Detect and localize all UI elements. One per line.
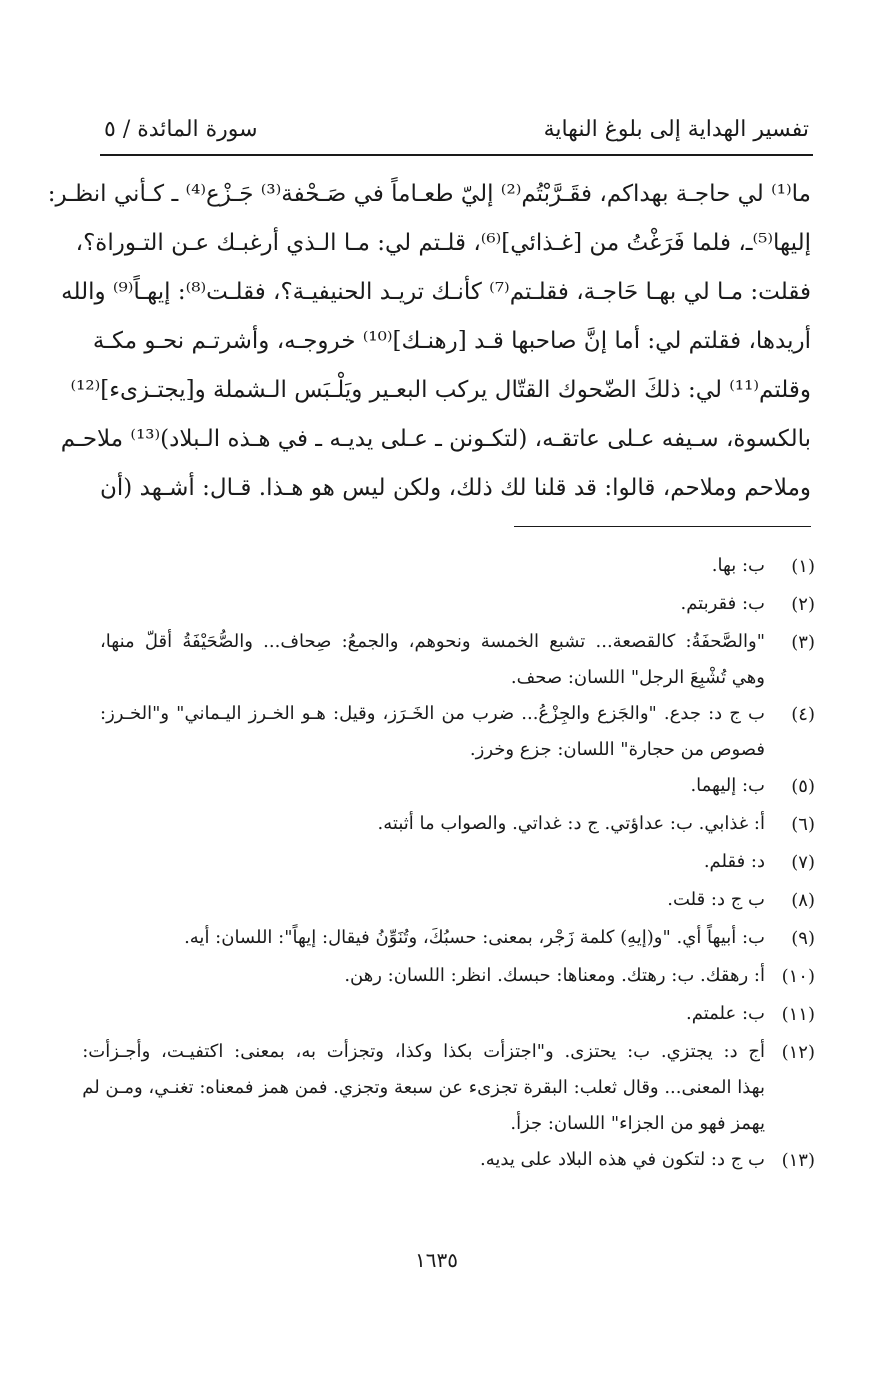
body-line: وقلتم⁽¹¹⁾ لي: ذلكَ الضّحوك القتّال يركب البعـير ويَلْـبَس الـشملة و[يجتـزىء]⁽¹²⁾: [70, 377, 811, 403]
footnote-number: (٨): [791, 890, 815, 911]
footnote-line: بهذا المعنى... وقال ثعلب: البقرة تجزىء عن سبعة وتجزي. فمن همز فمعناه: تغنـي، ومـن لم: [82, 1077, 765, 1098]
footnote-text: [100, 806, 765, 842]
footnote-text: [100, 996, 765, 1032]
footnote-text: [100, 548, 765, 584]
footnote: [100, 624, 815, 696]
footnote-number: (٦): [791, 814, 815, 835]
book-title: تفسير الهداية إلى بلوغ النهاية: [543, 116, 809, 142]
page-number: ١٦٣٥: [415, 1248, 458, 1272]
footnote-line: أ: غذابي. ب: عداؤتي. ج د: غداتي. والصواب ما أثبته.: [377, 813, 765, 834]
footnote: [100, 844, 815, 882]
footnote-number: (٧): [791, 852, 815, 873]
footnote-line: أج د: يجتزي. ب: يحتزى. و"اجتزأت بكذا وكذا، وتجزأت به، بمعنى: اكتفيـت، وأجـزأت:: [82, 1041, 765, 1062]
footnote-text: [100, 1142, 765, 1178]
footnote-text: [100, 844, 765, 880]
running-header: [104, 108, 809, 150]
footnote-text: [100, 586, 765, 622]
body-line: وملاحم وملاحم، قالوا: قد قلنا لك ذلك، ولكن ليس هو هـذا. قـال: أشـهد (أن: [100, 475, 811, 501]
footnote-text: [100, 696, 765, 768]
footnote: [100, 958, 815, 996]
footnote-text: [100, 882, 765, 918]
footnote: [100, 806, 815, 844]
body-line: أريدها، فقلتم لي: أما إنَّ صاحبها قـد [رهنـك]⁽¹⁰⁾ خروجـه، وأشرتـم نحـو مكـة: [92, 328, 811, 354]
footnote-line: ب ج د: قلت.: [667, 889, 765, 910]
footnote-separator: [514, 526, 811, 527]
footnote-number: (١): [791, 556, 815, 577]
footnote: [82, 1034, 815, 1142]
body-line: إليها⁽⁵⁾ـ، فلما فَرَغْتُ من [غـذائي]⁽⁶⁾، قلـتم لي: مـا الـذي أرغبـك عـن التـوراة؟،: [75, 230, 811, 256]
footnote-number: (١٣): [781, 1150, 815, 1171]
footnote: [100, 768, 815, 806]
footnote-number: (٣): [791, 632, 815, 653]
surah-label: سورة المائدة / ٥: [104, 116, 258, 142]
footnote-line: ب ج د: جدع. "والجَزع والجِزْعُ... ضرب من الخَـرَز، وقيل: هـو الخـرز اليـماني" و"الخـرز:: [100, 703, 765, 724]
footnote: [100, 548, 815, 586]
body-line: ما⁽¹⁾ لي حاجـة بهداكم، فقَـرَّبْتُم⁽²⁾ إليّ طعـاماً في صَـحْفة⁽³⁾ جَـزْع⁽⁴⁾ ـ كـأني انظـر:: [47, 181, 811, 207]
footnotes: [82, 548, 815, 1180]
footnote-line: وهي تُشْبِعَ الرجل" اللسان: صحف.: [510, 667, 765, 688]
footnote: [100, 920, 815, 958]
body-line: فقلت: مـا لي بهـا حَاجـة، فقلـتم⁽⁷⁾ كأنـك تريـد الحنيفيـة؟، فقلـت⁽⁸⁾: إيهـاً⁽⁹⁾ والله: [61, 279, 811, 305]
footnote-text: [100, 958, 765, 994]
footnote-number: (٤): [791, 704, 815, 725]
footnote-number: (٩): [791, 928, 815, 949]
footnote-text: [100, 920, 765, 956]
footnote-line: ب: فقربتم.: [680, 593, 765, 614]
footnote-number: (٢): [791, 594, 815, 615]
footnote-line: ب: إليهما.: [690, 775, 765, 796]
footnote: [100, 1142, 815, 1180]
footnote-line: ب: علمتم.: [686, 1003, 765, 1024]
footnote-line: "والصَّحفَةُ: كالقصعة... تشبع الخمسة ونحوهم، والجمعُ: صِحاف... والصُّحَيْفَةُ أقلّ منها،: [100, 631, 765, 652]
footnote: [100, 996, 815, 1034]
footnote-number: (١١): [781, 1004, 815, 1025]
footnote: [100, 696, 815, 768]
footnote-text: [100, 768, 765, 804]
footnote-line: د: فقلم.: [703, 851, 765, 872]
footnote-number: (١٠): [781, 966, 815, 987]
footnote-line: ب ج د: لتكون في هذه البلاد على يديه.: [480, 1149, 765, 1170]
footnote-number: (٥): [791, 776, 815, 797]
footnote: [100, 586, 815, 624]
header-rule: [100, 154, 813, 156]
footnote-line: أ: رهقك. ب: رهتك. ومعناها: حبسك. انظر: اللسان: رهن.: [344, 965, 765, 986]
footnote-text: [82, 1034, 765, 1142]
body-line: بالكسوة، سـيفه عـلى عاتقـه، (لتكـونن ـ عـلى يديـه ـ في هـذه الـبلاد)⁽¹³⁾ ملاحـم: [60, 426, 811, 452]
footnote: [100, 882, 815, 920]
footnote-line: ب: بها.: [711, 555, 765, 576]
footnote-line: يهمز فهو من الجزاء" اللسان: جزأ.: [510, 1113, 765, 1134]
main-text: [47, 170, 811, 513]
footnote-line: ب: أبيهاً أي. "و(إيهِ) كلمة زَجْر، بمعنى: حسبُكَ، وتُنَوِّنُ فيقال: إيهاً": اللسان: أيه.: [184, 927, 765, 948]
footnote-line: فصوص من حجارة" اللسان: جزع وخرز.: [469, 739, 765, 760]
footnote-text: [100, 624, 765, 696]
footnote-number: (١٢): [781, 1042, 815, 1063]
